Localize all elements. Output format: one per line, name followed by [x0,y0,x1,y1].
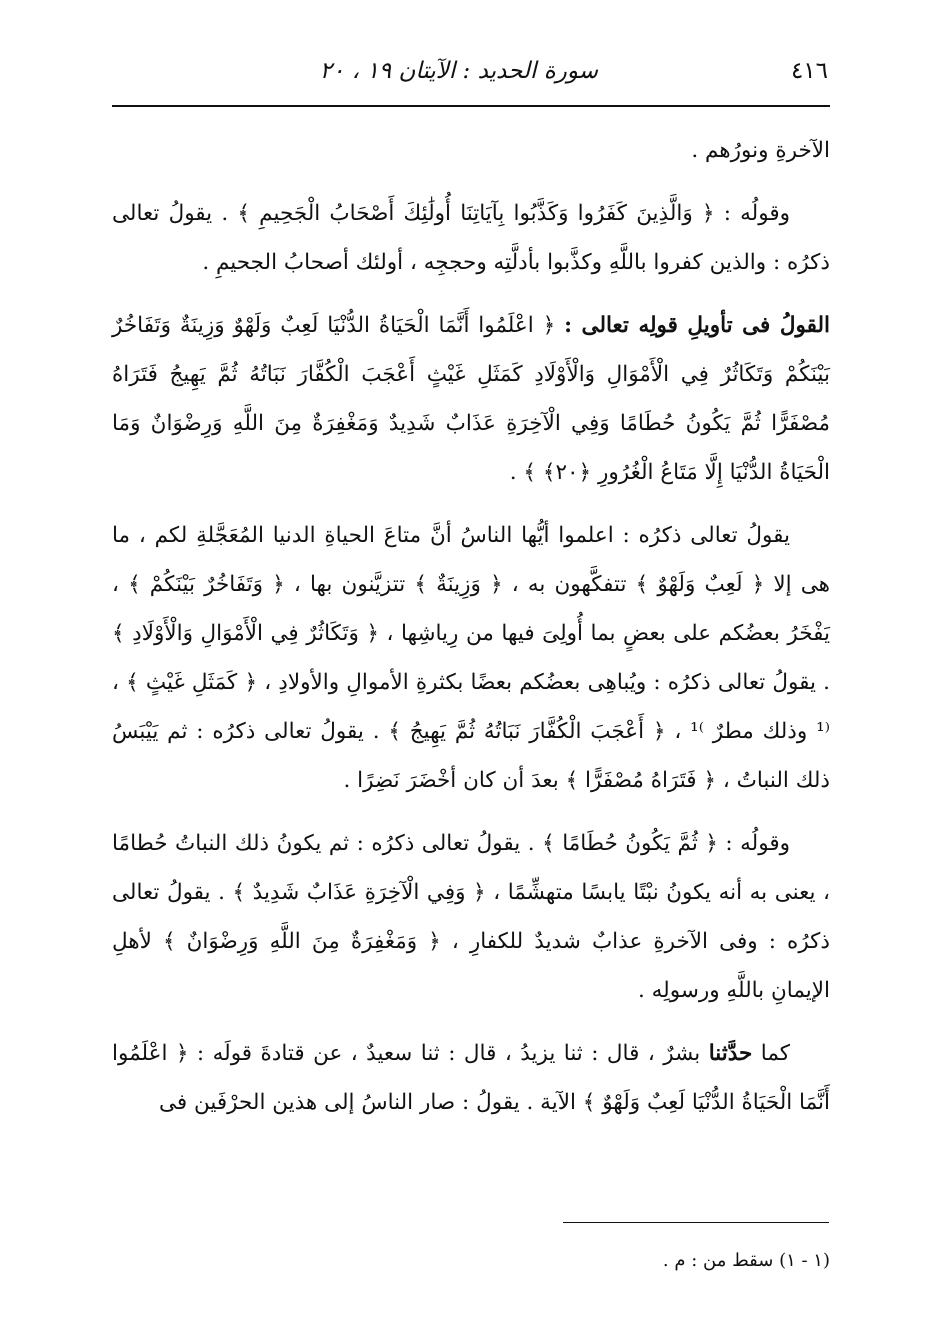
footnote-rule [563,1222,829,1223]
header-rule [112,105,830,107]
paragraph: وقولُه : ﴿ ثُمَّ يَكُونُ حُطَامًا ﴾ . يقولُ تعالى ذكرُه : ثم يكونُ ذلك النباتُ حُطامًا ، يعنى به أنه يكونُ نبْتًا يابسًا متهشِّمًا ، ﴿ وَفِي الْآخِرَةِ عَذَابٌ شَدِيدٌ ﴾ . يقولُ تعالى ذكرُه : وفى الآخرةِ عذابٌ شديدٌ للكفارِ ، ﴿ وَمَغْفِرَةٌ مِنَ اللَّهِ وَرِضْوَانٌ ﴾ لأهلِ الإيمانِ باللَّهِ ورسولِه . [112,831,830,1003]
paragraph [112,301,830,497]
paragraph: وقولُه : ﴿ وَالَّذِينَ كَفَرُوا وَكَذَّبُوا بِآيَاتِنَا أُولَٰئِكَ أَصْحَابُ الْجَحِيمِ ﴾ . يقولُ تعالى ذكرُه : والذين كفروا باللَّهِ وكذَّبوا بأدلَّتِه وحججِه ، أولئك أصحابُ الجحيمِ . [112,201,830,275]
section-heading: القولُ فى تأويلِ قولِه تعالى : [564,313,830,338]
paragraph [112,1029,830,1127]
hadith-lead: حدَّثنا [708,1041,753,1066]
paragraph-text: بشرٌ ، قال : ثنا يزيدُ ، قال : ثنا سعيدٌ ، عن قتادةَ قولَه : ﴿ اعْلَمُوا أَنَّمَا الْحَيَاةُ الدُّنْيَا لَعِبٌ وَلَهْوٌ ﴾ الآية . يقولُ : صار الناسُ إلى هذين الحرْفَين فى [112,1041,830,1115]
paragraph: الآخرةِ ونورُهم . [691,138,830,163]
page-number: ٤١٦ [790,58,828,84]
running-head: سورة الحديد : الآيتان ١٩ ، ٢٠ [319,58,598,84]
paragraph-pre: كما [760,1041,790,1066]
footnote: (١ - ١) سقط من : م . [662,1250,830,1271]
quran-verse: ﴿ اعْلَمُوا أَنَّمَا الْحَيَاةُ الدُّنْيَا لَعِبٌ وَلَهْوٌ وَزِينَةٌ وَتَفَاخُرٌ بَيْنَكُمْ وَتَكَاثُرٌ فِي الْأَمْوَالِ وَالْأَوْلَادِ كَمَثَلِ غَيْثٍ أَعْجَبَ الْكُفَّارَ نَبَاتُهُ ثُمَّ يَهِيجُ فَتَرَاهُ مُصْفَرًّا ثُمَّ يَكُونُ حُطَامًا وَفِي الْآخِرَةِ عَذَابٌ شَدِيدٌ وَمَغْفِرَةٌ مِنَ اللَّهِ وَرِضْوَانٌ وَمَا الْحَيَاةُ الدُّنْيَا إِلَّا مَتَاعُ الْغُرُورِ ﴿٢٠﴾ ﴾ . [112,313,830,485]
paragraph: يقولُ تعالى ذكرُه : اعلموا أيُّها الناسُ أنَّ متاعَ الحياةِ الدنيا المُعَجَّلةِ لكم ، ما هى إلا ﴿ لَعِبٌ وَلَهْوٌ ﴾ تتفكَّهون به ، ﴿ وَزِينَةٌ ﴾ تتزيَّنون بها ، ﴿ وَتَفَاخُرٌ بَيْنَكُمْ ﴾ ، يَفْخَرُ بعضُكم على بعضٍ بما أُولِىَ فيها من رِياشِها ، ﴿ وَتَكَاثُرٌ فِي الْأَمْوَالِ وَالْأَوْلَادِ ﴾ . يقولُ تعالى ذكرُه : ويُباهِى بعضُكم بعضًا بكثرةِ الأموالِ والأولادِ ، ﴿ كَمَثَلِ غَيْثٍ ﴾ ، ⁽¹ وذلك مطرٌ ⁾¹ ، ﴿ أَعْجَبَ الْكُفَّارَ نَبَاتُهُ ثُمَّ يَهِيجُ ﴾ . يقولُ تعالى ذكرُه : ثم يَيْبَسُ ذلك النباتُ ، ﴿ فَتَرَاهُ مُصْفَرًّا ﴾ بعدَ أن كان أخْضَرَ نَضِرًا . [112,523,830,793]
body-text [112,126,830,1141]
page-header [112,52,828,96]
